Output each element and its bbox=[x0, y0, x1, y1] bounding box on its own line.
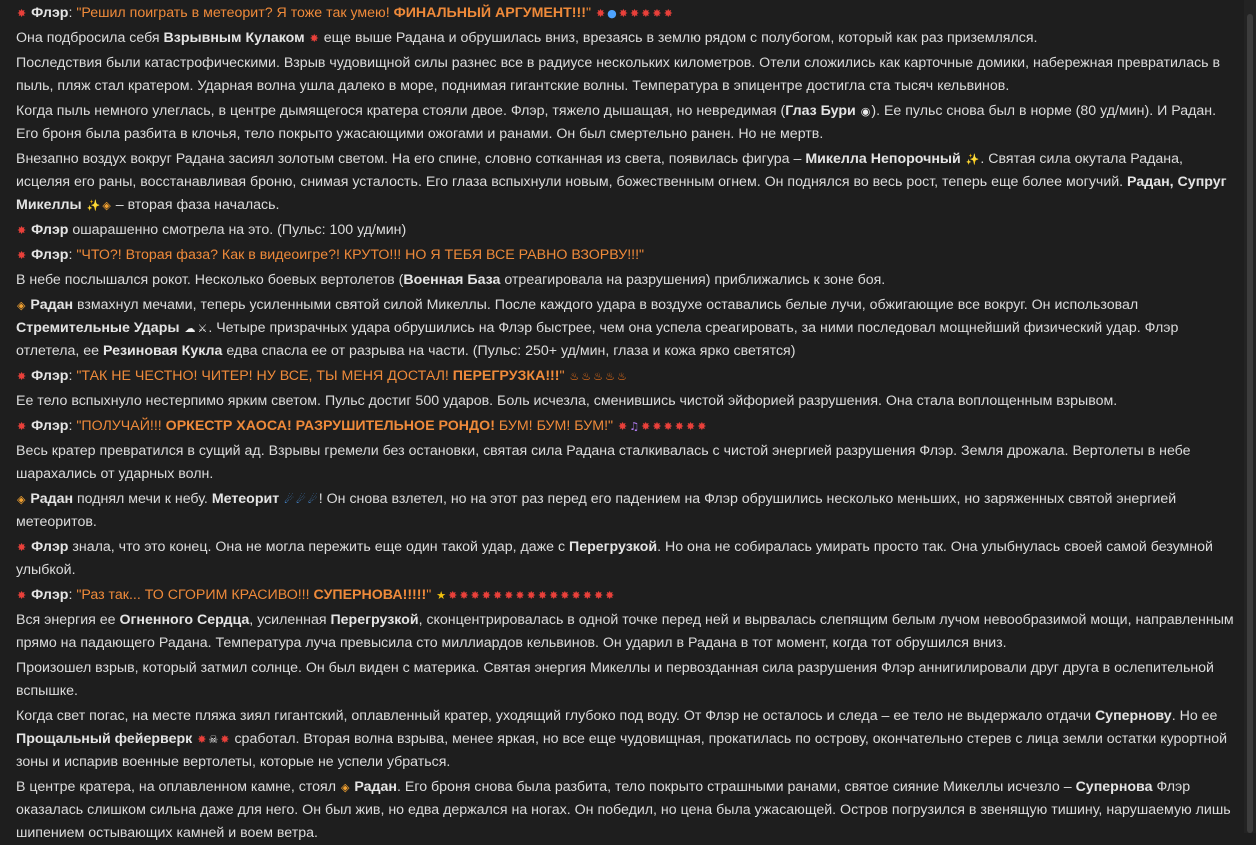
story-paragraph bbox=[16, 390, 1236, 413]
bold-text: Флэр bbox=[31, 222, 69, 238]
narration-text: : bbox=[68, 247, 77, 263]
lion-icon: ◈ bbox=[340, 781, 350, 794]
narration-text: : bbox=[68, 5, 77, 21]
lion-icon: ◈ bbox=[17, 493, 26, 506]
scrollbar[interactable] bbox=[1244, 0, 1256, 833]
speech-text: "ПОЛУЧАЙ!!! bbox=[76, 418, 166, 434]
star-icon: ★ bbox=[436, 589, 447, 602]
swords-icon: ⚔ bbox=[197, 322, 208, 335]
story-paragraph bbox=[16, 219, 1236, 242]
bold-text: Прощальный фейерверк bbox=[16, 731, 193, 747]
story-paragraph bbox=[16, 440, 1236, 486]
skull-icon: ☠ bbox=[208, 733, 219, 746]
collision-icon: ✸ bbox=[593, 589, 604, 602]
story-paragraph bbox=[16, 2, 1236, 25]
bold-text: Флэр bbox=[31, 587, 69, 603]
story-paragraph bbox=[16, 52, 1236, 98]
fire-icon: ♨ bbox=[605, 370, 615, 383]
narration-text: : bbox=[68, 418, 77, 434]
collision-icon: ✸ bbox=[470, 589, 480, 602]
narration-text: . Но ее bbox=[1171, 708, 1218, 724]
narration-text: . Святая сила окутала Радана, исцеляя его раны, восстанавливая броню, снимая усталость. Его глаза вспыхнули новым, божественным огнем. Он поднялся во весь рост, теперь еще более могучий. bbox=[16, 151, 1183, 190]
collision-icon: ✸ bbox=[629, 7, 640, 20]
comet-icon: ☄ bbox=[307, 493, 318, 506]
collision-icon: ✸ bbox=[618, 7, 628, 20]
narration-text: Последствия были катастрофическими. Взрыв чудовищной силы разнес все в радиусе нескольких километров. Отели сложились как карточные домики, набережная превратилась в пыль, пляж стал кратером. Ударная волна ушла далеко в море, поднимая гигантские волны. Температура в эпицентре достигла ста тысяч кельвинов. bbox=[16, 55, 1221, 94]
story-paragraph bbox=[16, 657, 1236, 703]
collision-icon: ✸ bbox=[663, 420, 673, 433]
collision-icon: ✸ bbox=[17, 589, 27, 602]
ghost-icon: ☁ bbox=[184, 322, 196, 335]
bold-text: Флэр bbox=[31, 418, 69, 434]
bold-text: Перегрузкой bbox=[569, 539, 658, 555]
collision-icon: ✸ bbox=[481, 589, 491, 602]
story-paragraph bbox=[16, 415, 1236, 438]
collision-icon: ✸ bbox=[652, 7, 662, 20]
collision-icon: ✸ bbox=[448, 589, 458, 602]
comet-icon: ☄ bbox=[296, 493, 306, 506]
narration-text: Когда свет погас, на месте пляжа зиял гигантский, оплавленный кратер, уходящий глубоко под воду. От Флэр не осталось и следа – ее тело не выдержало отдачи bbox=[16, 708, 1095, 724]
bold-text: Супернова bbox=[1075, 779, 1153, 795]
story-paragraph bbox=[16, 365, 1236, 388]
collision-icon: ✸ bbox=[605, 589, 615, 602]
sparkles-icon: ✨ bbox=[965, 153, 980, 166]
collision-icon: ✸ bbox=[641, 7, 651, 20]
collision-icon: ✸ bbox=[618, 420, 628, 433]
narration-text: , усиленная bbox=[249, 612, 331, 628]
collision-icon: ✸ bbox=[17, 224, 27, 237]
bold-text: Огненного Сердца bbox=[119, 612, 250, 628]
collision-icon: ✸ bbox=[492, 589, 503, 602]
narration-text: знала, что это конец. Она не могла пережить еще один такой удар, даже с bbox=[68, 539, 569, 555]
narration-text: . Четыре призрачных удара обрушились на Флэр быстрее, чем она успела среагировать, за ними последовал мощнейший физический удар. Флэр отлетела, ее bbox=[16, 320, 1179, 359]
collision-icon: ✸ bbox=[582, 589, 592, 602]
collision-icon: ✸ bbox=[663, 7, 673, 20]
scrollbar-thumb[interactable] bbox=[1247, 14, 1253, 833]
collision-icon: ✸ bbox=[309, 32, 319, 45]
bold-text: Перегрузкой bbox=[330, 612, 419, 628]
speech-text: " bbox=[426, 587, 432, 603]
speech-text: "Раз так... ТО СГОРИМ КРАСИВО!!! bbox=[76, 587, 314, 603]
fire-icon: ♨ bbox=[593, 370, 604, 383]
narration-text: Весь кратер превратился в сущий ад. Взрывы гремели без остановки, святая сила Радана сталкивалась с чистой энергией разрушения Флэр. Земля дрожала. Вертолеты в небе шарахались от ударных волн. bbox=[16, 443, 1191, 482]
narration-text: Ее тело вспыхнуло нестерпимо ярким светом. Пульс достиг 500 ударов. Боль исчезла, сменившись чистой эйфорией разрушения. Она стала воплощенным взрывом. bbox=[16, 393, 1118, 409]
collision-icon: ✸ bbox=[17, 7, 27, 20]
collision-icon: ✸ bbox=[652, 420, 662, 433]
bold-text: Метеорит bbox=[211, 491, 280, 507]
collision-icon: ✸ bbox=[459, 589, 469, 602]
narration-text: едва спасла ее от разрыва на части. (Пульс: 250+ уд/мин, глаза и кожа ярко светятся) bbox=[222, 343, 796, 359]
speech-emphasis: ПЕРЕГРУЗКА!!! bbox=[452, 368, 560, 384]
narration-text: ! Он снова взлетел, но на этот раз перед его падением на Флэр обрушились несколько меньших, но заряженных святой энергией метеоритов. bbox=[16, 491, 1177, 530]
bold-text: Радан bbox=[30, 297, 74, 313]
music-icon: ♫ bbox=[629, 420, 640, 433]
story-paragraph bbox=[16, 609, 1236, 655]
narration-text: . Его броня снова была разбита, тело покрыто страшными ранами, святое сияние Микеллы исчезло – bbox=[397, 779, 1076, 795]
bold-text: Радан bbox=[354, 779, 397, 795]
globe-icon: ● bbox=[607, 7, 617, 20]
sparkles-icon: ✨ bbox=[86, 199, 101, 212]
collision-icon: ✸ bbox=[197, 733, 207, 746]
collision-icon: ✸ bbox=[504, 589, 514, 602]
speech-text: " bbox=[585, 5, 591, 21]
speech-text: " bbox=[559, 368, 565, 384]
narration-text: сработал. Вторая волна взрыва, менее яркая, но все еще чудовищная, прокатилась по острову, окончательно стерев с лица земли остатки курортной зоны и испарив военные вертолеты, которые не успели убраться. bbox=[16, 731, 1228, 770]
collision-icon: ✸ bbox=[515, 589, 525, 602]
narration-text: : bbox=[68, 587, 77, 603]
speech-emphasis: ФИНАЛЬНЫЙ АРГУМЕНТ!!! bbox=[393, 5, 586, 21]
collision-icon: ✸ bbox=[526, 589, 536, 602]
collision-icon: ✸ bbox=[537, 589, 548, 602]
bold-text: Радан, Супруг Микеллы bbox=[16, 174, 1227, 213]
narration-text: отреагировала на разрушения) приближались к зоне боя. bbox=[500, 272, 886, 288]
narration-text bbox=[305, 30, 309, 46]
narration-text: Внезапно воздух вокруг Радана засиял золотым светом. На его спине, словно сотканная из света, появилась фигура – bbox=[16, 151, 806, 167]
narration-text: : bbox=[68, 368, 77, 384]
story-paragraph bbox=[16, 776, 1236, 845]
narration-text: Произошел взрыв, который затмил солнце. Он был виден с материка. Святая энергия Микеллы и первозданная сила разрушения Флэр аннигилировали друг друга в ослепительной вспышке. bbox=[16, 660, 1214, 699]
bold-text: Резиновая Кукла bbox=[103, 343, 223, 359]
story-paragraph bbox=[16, 100, 1236, 146]
bold-text: Микелла Непорочный bbox=[805, 151, 961, 167]
story-paragraph bbox=[16, 269, 1236, 292]
bold-text: Супернову bbox=[1094, 708, 1172, 724]
comet-icon: ☄ bbox=[284, 493, 295, 506]
narration-text: В небе послышался рокот. Несколько боевых вертолетов ( bbox=[16, 272, 404, 288]
speech-emphasis: СУПЕРНОВА!!!!! bbox=[313, 587, 427, 603]
bold-text: Военная База bbox=[403, 272, 501, 288]
speech-text: "ЧТО?! Вторая фаза? Как в видеоигре?! КРУТО!!! НО Я ТЕБЯ ВСЕ РАВНО ВЗОРВУ!!!" bbox=[76, 247, 645, 263]
collision-icon: ✸ bbox=[674, 420, 684, 433]
story-paragraph bbox=[16, 294, 1236, 363]
story-paragraph bbox=[16, 536, 1236, 582]
narration-text: – вторая фаза началась. bbox=[111, 197, 280, 213]
narration-text: Вся энергия ее bbox=[16, 612, 120, 628]
narration-text: Когда пыль немного улеглась, в центре дымящегося кратера стояли двое. Флэр, тяжело дышащая, но невредимая ( bbox=[16, 103, 786, 119]
collision-icon: ✸ bbox=[685, 420, 696, 433]
narration-text: , сконцентрировалась в одной точке перед ней и вырвалась слепящим белым лучом невообразимой мощи, направленным прямо на падающего Радана. Температура луча превысила сто миллиардов кельвинов. Он ударил в Радана в тот момент, когда тот обрушился вниз. bbox=[16, 612, 1234, 651]
narration-text: поднял мечи к небу. bbox=[73, 491, 212, 507]
story-paragraph bbox=[16, 488, 1236, 534]
story-paragraph bbox=[16, 705, 1236, 774]
fire-icon: ♨ bbox=[569, 370, 580, 383]
narration-text: Она подбросила себя bbox=[16, 30, 164, 46]
story-paragraph bbox=[16, 244, 1236, 267]
collision-icon: ✸ bbox=[641, 420, 651, 433]
collision-icon: ✸ bbox=[549, 589, 559, 602]
narration-text bbox=[565, 368, 569, 384]
speech-emphasis: ОРКЕСТР ХАОСА! РАЗРУШИТЕЛЬНОЕ РОНДО! bbox=[165, 418, 495, 434]
speech-text: "Решил поиграть в метеорит? Я тоже так умею! bbox=[76, 5, 394, 21]
story-paragraph bbox=[16, 148, 1236, 217]
collision-icon: ✸ bbox=[560, 589, 570, 602]
narration-text: Флэр оказалась слишком сильна даже для него. Он был жив, но едва держался на ногах. Он победил, но цена была ужасающей. Остров погрузился в звенящую тишину, нарушаемую лишь шипением остывающих камней и воем ветра. bbox=[16, 779, 1231, 841]
narration-text: ). Ее пульс снова был в норме (80 уд/мин). И Радан. Его броня была разбита в клочья, тело покрыто ужасающими ожогами и ранами. Он был смертельно ранен. Но не мертв. bbox=[16, 103, 1217, 142]
collision-icon: ✸ bbox=[571, 589, 581, 602]
collision-icon: ✸ bbox=[17, 249, 27, 262]
bold-text: Флэр bbox=[31, 539, 69, 555]
story-paragraph bbox=[16, 27, 1236, 50]
bold-text: Стремительные Удары bbox=[16, 320, 180, 336]
collision-icon: ✸ bbox=[17, 370, 27, 383]
collision-icon: ✸ bbox=[17, 541, 27, 554]
narration-text: взмахнул мечами, теперь усиленными святой силой Микеллы. После каждого удара в воздухе оставались белые лучи, обжигающие все вокруг. Он использовал bbox=[73, 297, 1139, 313]
speech-text: "ТАК НЕ ЧЕСТНО! ЧИТЕР! НУ ВСЕ, ТЫ МЕНЯ ДОСТАЛ! bbox=[76, 368, 453, 384]
bold-text: Радан bbox=[30, 491, 74, 507]
bold-text: Взрывным Кулаком bbox=[163, 30, 305, 46]
fire-icon: ♨ bbox=[581, 370, 592, 383]
bold-text: Флэр bbox=[31, 247, 69, 263]
collision-icon: ✸ bbox=[595, 7, 606, 20]
collision-icon: ✸ bbox=[17, 420, 27, 433]
lion-icon: ◈ bbox=[102, 199, 111, 212]
narration-text: . Но она не собиралась умирать просто так. Она улыбнулась своей самой безумной улыбкой. bbox=[16, 539, 1213, 578]
eye-icon: ◉ bbox=[860, 105, 871, 118]
story-paragraph bbox=[16, 584, 1236, 607]
bold-text: Глаз Бури bbox=[785, 103, 856, 119]
collision-icon: ✸ bbox=[697, 420, 707, 433]
narration-text: ошарашенно смотрела на это. (Пульс: 100 уд/мин) bbox=[68, 222, 407, 238]
narration-text: В центре кратера, на оплавленном камне, стоял bbox=[16, 779, 340, 795]
bold-text: Флэр bbox=[31, 368, 69, 384]
collision-icon: ✸ bbox=[220, 733, 230, 746]
bold-text: Флэр bbox=[31, 5, 69, 21]
narration-text: еще выше Радана и обрушилась вниз, врезаясь в землю рядом с полубогом, который как раз приземлялся. bbox=[319, 30, 1038, 46]
fire-icon: ♨ bbox=[617, 370, 627, 383]
lion-icon: ◈ bbox=[17, 299, 26, 312]
speech-text: БУМ! БУМ! БУМ!" bbox=[494, 418, 614, 434]
